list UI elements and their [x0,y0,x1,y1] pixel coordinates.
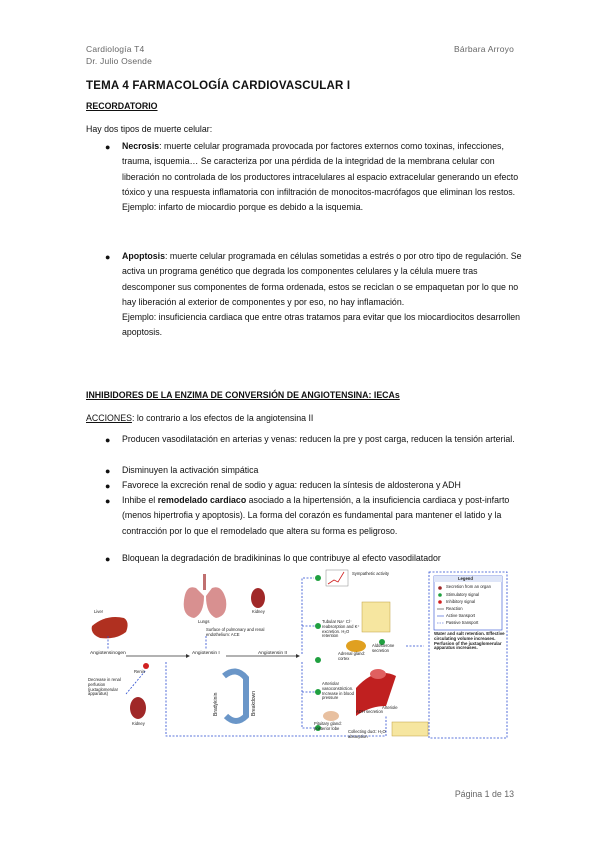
apoptosis-example: Ejemplo: insuficiencia cardiaca que entre otras tratamos para evitar que los miocardiocitos desarrollen apoptosis. [122,312,521,338]
acciones-line [86,411,313,426]
section-heading-recordatorio: RECORDATORIO [86,101,158,111]
acciones-text: : lo contrario a los efectos de la angiotensina II [131,413,314,423]
necrosis-example: Ejemplo: infarto de miocardio porque es debido a la isquemia. [122,202,364,213]
kidney-image [130,697,146,719]
label-adh: ADH secretion [356,709,383,714]
bullet-icon: ● [105,554,111,564]
label-decrease-perfusion: Decrease in renal perfusion (juxtaglomerular apparatus) [88,677,121,697]
kidney-image [251,588,265,608]
header-author: Bárbara Arroyo [454,44,514,54]
bullet-icon: ● [105,435,111,445]
label-liver: Liver [94,609,104,614]
legend-item-secretion: Secretion from an organ [446,584,491,589]
legend-title: Legend [458,576,473,581]
necrosis-text: : muerte celular programada provocada por factores externos como toxinas, infecciones, trauma, isquemia… Se caracteriza por una pérdida de la integridad de la membrana celular con liberación no controlada de los productores intracelulares al espacio extracelular generando un efecto tóxico y una respuesta inflamatoria con infiltración de monocitos-macrófagos que eliminan los restos. [122,141,519,197]
document-title: TEMA 4 FARMACOLOGÍA CARDIOVASCULAR I [86,80,351,92]
bullet-icon: ● [105,466,111,476]
ieca-bullet-5: Bloquean la degradación de bradikininas lo que contribuye al efecto vasodilatador [122,553,441,563]
legend-item-inhibitory: Inhibitory signal [446,599,476,604]
label-lungs: Lungs [198,619,210,624]
acciones-label: ACCIONES [86,413,132,423]
bullet-icon: ● [105,142,111,152]
liver-image [92,617,128,638]
label-retention: Water and salt retention. Effective circulating volume increases. Perfusion of the juxtaglomerular apparatus increases. [434,631,505,651]
section-heading-iecas: INHIBIDORES DE LA ENZIMA DE CONVERSIÓN DE ANGIOTENSINA: IECAs [86,390,400,400]
bullet-icon: ● [105,252,111,262]
legend-item-stimulatory: Stimulatory signal [446,592,480,597]
label-bradykinin: Bradykinin [213,692,219,716]
legend-item-reaction: Reaction [446,606,463,611]
raas-diagram [86,566,514,744]
label-surface-ace: Surface of pulmonary and renal endothelium: ACE [206,627,265,637]
ieca-bullet-4 [122,493,522,539]
label-kidney: Kidney [252,609,265,614]
label-tubular: Tubular Na⁺ Cl⁻ reabsorption and K⁺ excretion. H₂O retention [322,619,360,639]
b4-bold: remodelado cardiaco [157,495,247,505]
label-sympathetic: Sympathetic activity [352,571,390,576]
pituitary-image [323,711,339,721]
label-adrenal: Adrenal gland: cortex [338,651,366,661]
header-professor: Dr. Julio Osende [86,56,153,66]
intro-text: Hay dos tipos de muerte celular: [86,124,213,134]
apoptosis-paragraph [122,249,522,341]
label-arteriolar: Arteriolar vasoconstriction. Increase in blood pressure [322,681,354,701]
label-angiotensinogen: Angiotensinogen [90,651,126,656]
header-course: Cardiología T4 [86,44,145,54]
label-pituitary: Pituitary gland: posterior lobe [314,721,342,731]
page-number: Página 1 de 13 [454,789,514,799]
bullet-icon: ● [105,481,111,491]
legend-item-passive: Passive transport [446,620,479,625]
apoptosis-term: Apoptosis [122,251,166,261]
b4-pre: Inhibe el [122,495,158,505]
label-kidney-2: Kidney [132,721,145,726]
necrosis-term: Necrosis [122,141,160,151]
b4-post: asociado a la hipertensión, a la insuficiencia cardiaca y post-infarto (menos hipertrofia y apoptosis). La forma del corazón es fundamental para mantener el latido y la contracción por lo que el remodelado que altera su forma es peligroso. [122,495,510,536]
bullet-icon: ● [105,496,111,506]
label-inactive-fragments: Breakdown [251,690,257,716]
label-arteriole: Arteriole [382,705,398,710]
apoptosis-text: : muerte celular programada en células sometidas a estrés o por otro tipo de regulación. Se activa un programa genético que degrada los componentes celulares y la célula muere tras descomponer sus componentes de forma ordenada, estos se reciclan o se empaquetan por lo que no hay liberación al exterior de componentes y por eso, no hay inflamación. [122,251,522,307]
necrosis-paragraph [122,139,522,215]
legend-item-active: Active transport [446,613,476,618]
label-angiotensin-i: Angiotensin I [192,651,220,656]
label-collecting-duct: Collecting duct: H₂O absorption [348,729,386,739]
label-renin: Renin [134,669,145,674]
stimulatory-signal-icon [315,575,321,581]
label-aldosterone: Aldosterone secretion [372,643,395,653]
label-angiotensin-ii: Angiotensin II [258,651,288,656]
ieca-bullet-2: Disminuyen la activación simpática [122,465,259,475]
ieca-bullet-1: Producen vasodilatación en arterias y venas: reducen la pre y post carga, reducen la tensión arterial. [122,434,515,444]
lungs-image [184,587,204,618]
ieca-bullet-3: Favorece la excreción renal de sodio y agua: reducen la síntesis de aldosterona y ADH [122,480,461,490]
